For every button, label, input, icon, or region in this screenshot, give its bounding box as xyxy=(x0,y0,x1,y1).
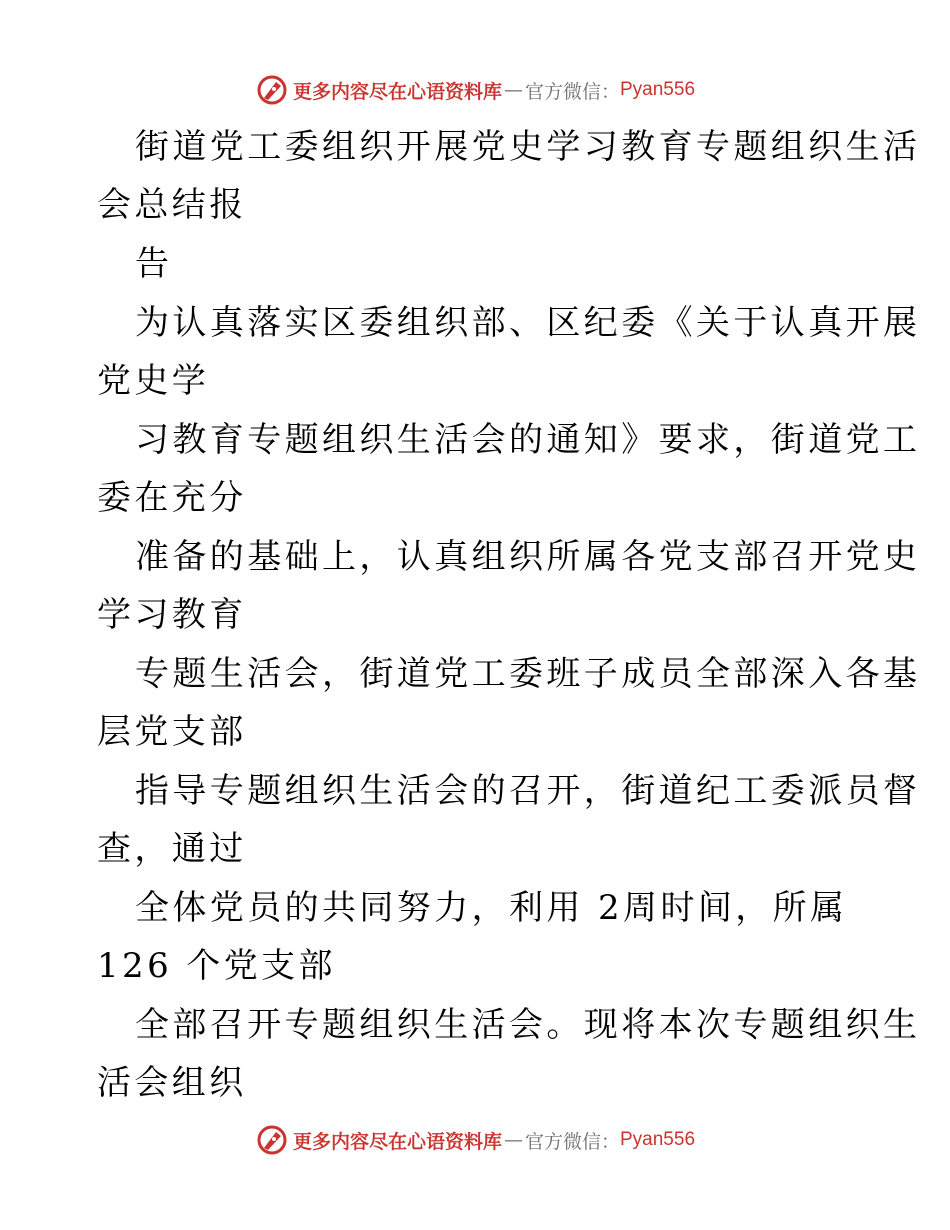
body-line: 准备的基础上，认真组织所属各党支部召开党史 xyxy=(135,537,921,577)
body-line: 126 个党支部 xyxy=(97,946,336,986)
pen-nib-circle-icon xyxy=(255,1123,289,1157)
watermark-wechat-id: Pyan556 xyxy=(620,1129,696,1150)
body-line: 查，通过 xyxy=(97,829,247,869)
body-line: 为认真落实区委组织部、区纪委《关于认真开展 xyxy=(135,303,921,343)
watermark-sub-text: 官方微信： xyxy=(524,1130,620,1153)
watermark-dash: — xyxy=(503,1129,523,1151)
body-line: 党史学 xyxy=(97,361,210,401)
body-line: 全部召开专题组织生活会。现将本次专题组织生 xyxy=(135,1005,921,1045)
watermark-main-text: 更多内容尽在心语资料库 xyxy=(292,80,502,103)
body-line: 委在充分 xyxy=(97,478,247,518)
body-line: 层党支部 xyxy=(97,712,247,752)
body-line: 指导专题组织生活会的召开，街道纪工委派员督 xyxy=(135,771,921,811)
header-watermark xyxy=(0,70,950,110)
body-line: 习教育专题组织生活会的通知》要求，街道党工 xyxy=(135,420,921,460)
watermark-dash: — xyxy=(503,79,523,101)
pen-nib-circle-icon xyxy=(255,73,289,107)
body-line: 街道党工委组织开展党史学习教育专题组织生活 xyxy=(135,127,921,167)
body-line: 专题生活会，街道党工委班子成员全部深入各基 xyxy=(135,654,921,694)
watermark-wechat-id: Pyan556 xyxy=(620,79,696,100)
body-line: 活会组织 xyxy=(97,1063,247,1103)
body-line: 告 xyxy=(135,244,173,284)
footer-watermark xyxy=(0,1120,950,1160)
watermark-main-text: 更多内容尽在心语资料库 xyxy=(292,1130,502,1153)
body-line: 全体党员的共同努力，利用 2周时间，所属 xyxy=(135,888,848,928)
body-line: 学习教育 xyxy=(97,595,247,635)
body-line: 会总结报 xyxy=(97,185,247,225)
watermark-sub-text: 官方微信： xyxy=(524,80,620,103)
